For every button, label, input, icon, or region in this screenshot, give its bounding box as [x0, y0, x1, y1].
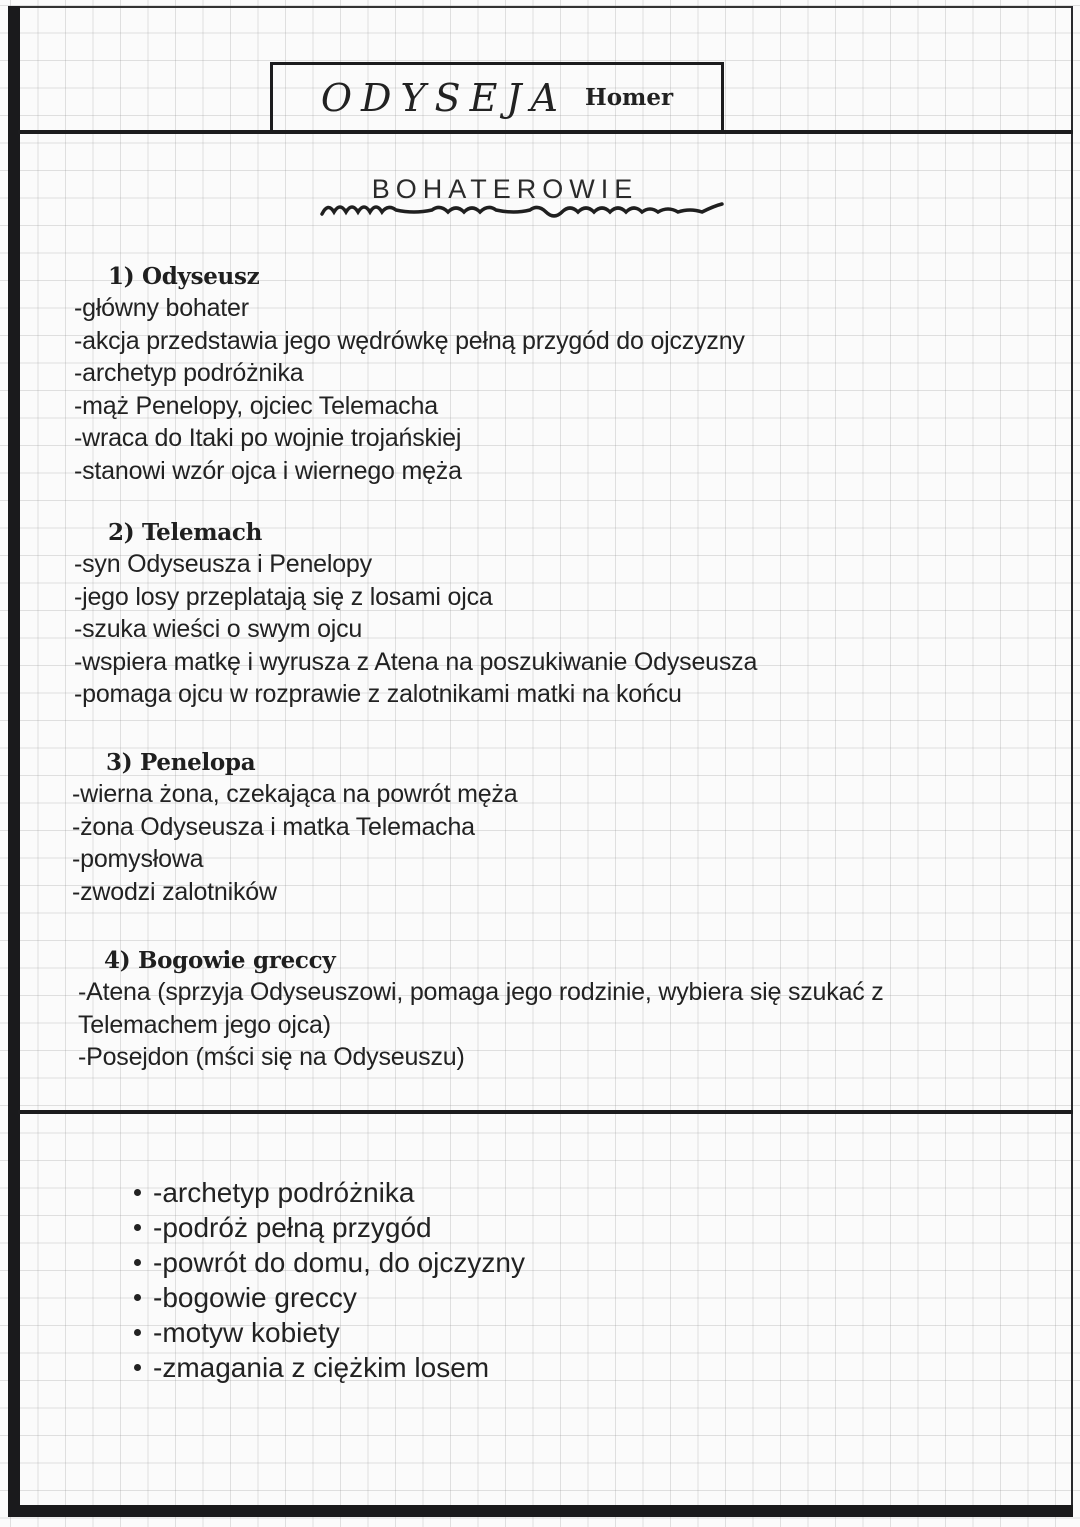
- character-penelopa: [72, 748, 517, 908]
- list-item: -akcja przedstawia jego wędrówkę pełną przygód do ojczyzny: [74, 326, 745, 355]
- list-item: -żona Odyseusza i matka Telemacha: [72, 812, 475, 841]
- character-telemach: [74, 518, 757, 711]
- page-left-border: [8, 6, 20, 1516]
- list-item: -pomaga ojcu w rozprawie z zalotnikami matki na końcu: [74, 680, 682, 708]
- page-right-border: [1071, 6, 1073, 1511]
- author-name: Homer: [584, 84, 674, 111]
- list-item: -wraca do Itaki po wojnie trojańskiej: [74, 424, 462, 452]
- motifs-list: [134, 1175, 525, 1385]
- page-title: ODYSEJA: [320, 75, 567, 120]
- wavy-underline-path: [322, 204, 722, 216]
- list-item: -archetyp podróżnika: [74, 359, 304, 387]
- list-item: -wspiera matkę i wyrusza z Atena na poszukiwanie Odyseusza: [74, 647, 758, 676]
- motif-item: [134, 1280, 525, 1315]
- character-title: 3) Penelopa: [106, 749, 256, 776]
- character-title: 4) Bogowie greccy: [104, 947, 336, 974]
- wavy-underline: [318, 198, 726, 228]
- list-item: -mąż Penelopy, ojciec Telemacha: [74, 391, 438, 420]
- list-item: -syn Odyseusza i Penelopy: [74, 550, 372, 578]
- character-odyseusz: [74, 262, 745, 487]
- section-heading: BOHATEROWIE: [371, 174, 639, 204]
- list-item: -Posejdon (mści się na Odyseuszu): [78, 1043, 465, 1071]
- list-item: -Atena (sprzyja Odyseuszowi, pomaga jego rodzinie, wybiera się szukać z Telemachem jego ojca): [78, 978, 884, 1039]
- bullet-icon: [134, 1329, 141, 1336]
- character-title: 1) Odyseusz: [108, 263, 260, 290]
- motif-item: [134, 1350, 525, 1385]
- list-item: -szuka wieści o swym ojcu: [74, 615, 363, 643]
- list-item: -główny bohater: [74, 294, 249, 322]
- header-divider: [18, 130, 1073, 134]
- bullet-icon: [134, 1364, 141, 1371]
- list-item: -zwodzi zalotników: [72, 877, 277, 906]
- bullet-icon: [134, 1294, 141, 1301]
- title-box: [270, 62, 724, 130]
- motif-text: -podróż pełną przygód: [153, 1212, 432, 1243]
- motif-text: -zmagania z ciężkim losem: [153, 1352, 490, 1383]
- list-item: -wierna żona, czekająca na powrót męża: [72, 780, 518, 808]
- list-item: -stanowi wzór ojca i wiernego męża: [74, 456, 462, 485]
- page-bottom-border: [8, 1505, 1073, 1517]
- motif-text: -motyw kobiety: [153, 1317, 340, 1348]
- bullet-icon: [134, 1189, 141, 1196]
- bullet-icon: [134, 1259, 141, 1266]
- motifs-divider: [18, 1110, 1073, 1114]
- page-top-border: [18, 6, 1073, 8]
- motif-item: [134, 1210, 525, 1245]
- motif-text: -powrót do domu, do ojczyzny: [153, 1247, 525, 1278]
- motif-text: -archetyp podróżnika: [153, 1177, 415, 1208]
- character-bogowie-greccy: [78, 946, 978, 1074]
- bullet-icon: [134, 1224, 141, 1231]
- list-item: -jego losy przeplatają się z losami ojca: [74, 582, 493, 611]
- character-title: 2) Telemach: [108, 519, 263, 546]
- motif-text: -bogowie greccy: [153, 1282, 357, 1313]
- motif-item: [134, 1245, 525, 1280]
- motif-item: [134, 1315, 525, 1350]
- motif-item: [134, 1175, 525, 1210]
- list-item: -pomysłowa: [72, 845, 204, 873]
